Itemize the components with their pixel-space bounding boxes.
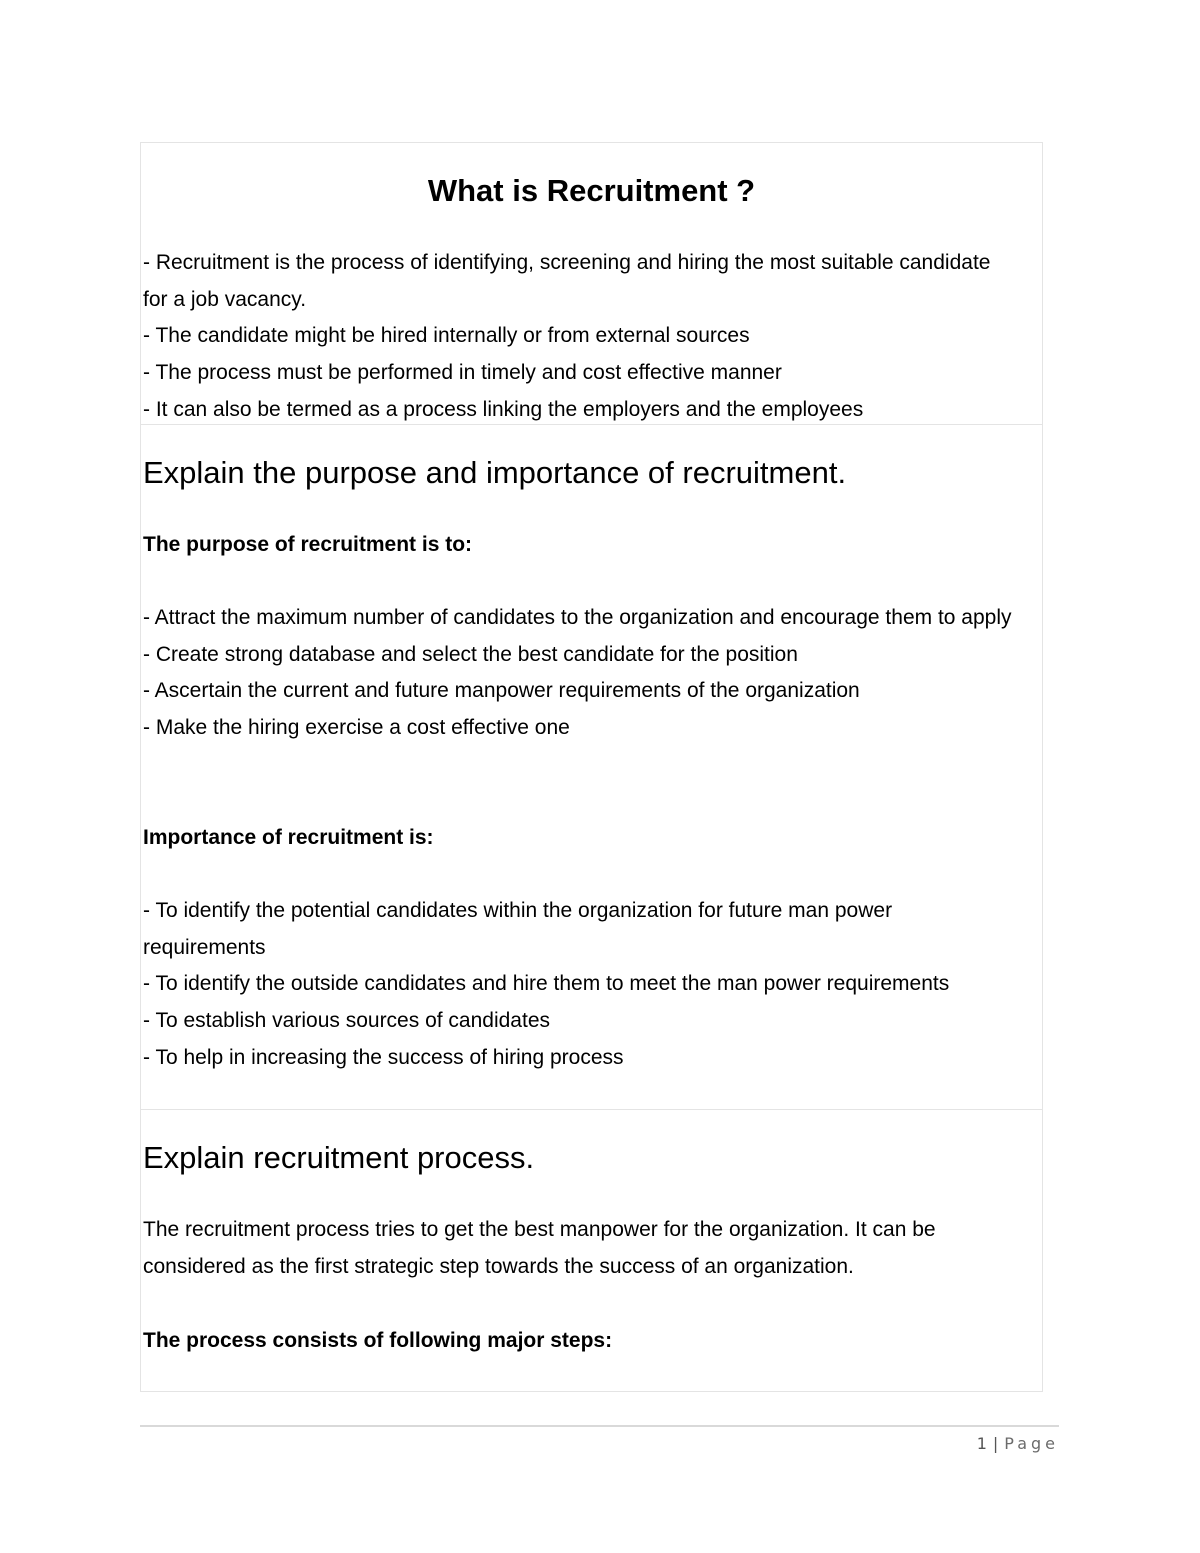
section-recruitment-process [140,1109,1043,1392]
definition-line: - The process must be performed in timely and cost effective manner [143,361,782,385]
importance-item: - To identify the potential candidates within the organization for future man power requirements [143,899,893,959]
importance-item: - To establish various sources of candidates [143,1009,550,1033]
importance-item: - To identify the outside candidates and hire them to meet the man power requirements [143,972,950,996]
process-paragraph [143,1212,1034,1285]
page-footer [977,1433,1059,1455]
purpose-item: - Make the hiring exercise a cost effective one [143,716,570,740]
importance-list [143,893,982,1077]
page-number: 1 [976,1434,987,1453]
definition-line: - Recruitment is the process of identifying, screening and hiring the most suitable candidate for a job vacancy. [143,251,991,311]
definition-line: - The candidate might be hired internally or from external sources [143,324,750,348]
section-heading: Explain recruitment process. [143,1140,535,1175]
purpose-item: - Create strong database and select the best candidate for the position [143,642,798,666]
page-label: Page [1004,1434,1059,1453]
section-purpose-importance [140,424,1043,1110]
definition-list [143,245,1002,429]
footer-separator: | [992,1434,999,1453]
purpose-list [143,600,1034,747]
purpose-item: - Ascertain the current and future manpower requirements of the organization [143,679,860,703]
importance-item: - To help in increasing the success of hiring process [143,1045,624,1069]
section-title: What is Recruitment ? [427,173,756,208]
section-what-is-recruitment [140,142,1043,425]
importance-label: Importance of recruitment is: [143,826,434,849]
purpose-label: The purpose of recruitment is to: [143,533,473,556]
footer-divider [140,1425,1059,1427]
steps-label: The process consists of following major steps: [143,1329,613,1352]
section-heading: Explain the purpose and importance of recruitment. [143,455,847,490]
purpose-item: - Attract the maximum number of candidates to the organization and encourage them to apply [143,606,1012,629]
definition-line: - It can also be termed as a process linking the employers and the employees [143,397,864,421]
process-paragraph-text: The recruitment process tries to get the best manpower for the organization. It can be considered as the first strategic step towards the success of an organization. [143,1218,936,1278]
